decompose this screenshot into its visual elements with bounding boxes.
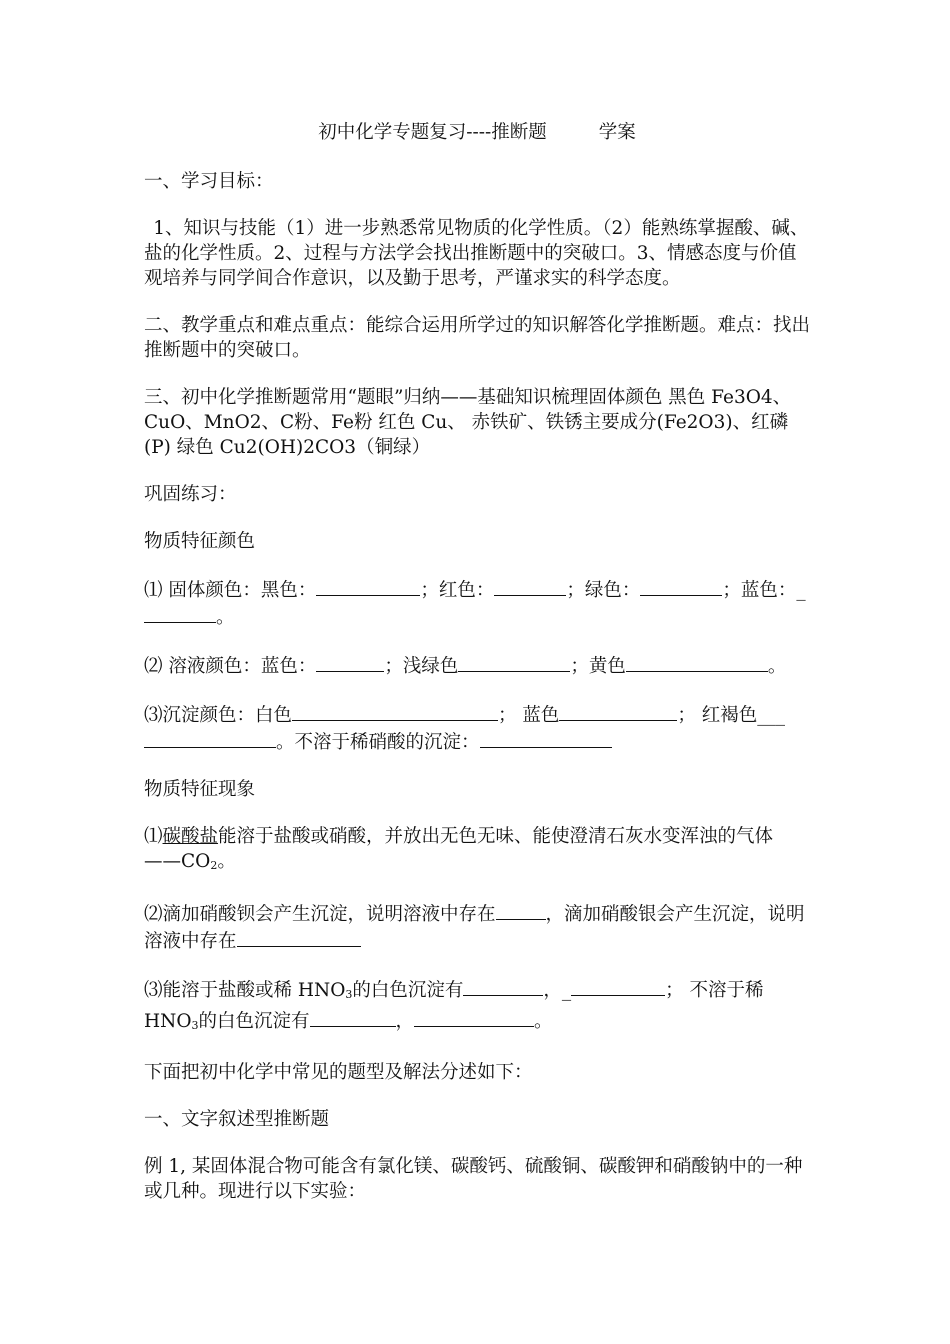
type-1-heading: 一、文字叙述型推断题 bbox=[144, 1109, 330, 1130]
color-q2: ⑵ 溶液颜色：蓝色： ；浅绿色 ；黄色 。 bbox=[144, 652, 810, 679]
color-heading: 物质特征颜色 bbox=[144, 531, 256, 552]
blank[interactable] bbox=[414, 1007, 534, 1027]
blank[interactable] bbox=[496, 900, 546, 920]
example-1: 例 1, 某固体混合物可能含有氯化镁、碳酸钙、硫酸铜、碳酸钾和硝酸钠中的一种或几种。现进行以下实验： bbox=[144, 1156, 803, 1202]
blank[interactable] bbox=[292, 701, 498, 721]
practice-heading: 巩固练习： bbox=[144, 484, 237, 505]
blank[interactable] bbox=[626, 652, 768, 672]
blank[interactable] bbox=[316, 576, 420, 596]
blank[interactable] bbox=[310, 1007, 396, 1027]
intro-text: 下面把初中化学中常见的题型及解法分述如下： bbox=[144, 1062, 533, 1083]
phenomenon-heading: 物质特征现象 bbox=[144, 779, 256, 800]
document-page bbox=[144, 120, 810, 1226]
blank[interactable] bbox=[144, 728, 276, 748]
blank[interactable] bbox=[559, 701, 677, 721]
phenomenon-q2: ⑵滴加硝酸钡会产生沉淀，说明溶液中存在 ，滴加硝酸银会产生沉淀，说明溶液中存在 bbox=[144, 900, 810, 954]
color-q1: ⑴ 固体颜色：黑色： ；红色： ；绿色： ；蓝色：_。 bbox=[144, 576, 810, 630]
blank[interactable] bbox=[494, 576, 566, 596]
blank[interactable] bbox=[480, 728, 612, 748]
page-title: 初中化学专题复习----推断题 学案 bbox=[318, 122, 636, 143]
section-1-body: 1、知识与技能（1）进一步熟悉常见物质的化学性质。（2）能熟练掌握酸、碱、盐的化学性质。2、过程与方法学会找出推断题中的突破口。3、情感态度与价值观培养与同学间合作意识，以及勤于思考，严谨求实的科学态度。 bbox=[144, 218, 809, 289]
blank[interactable] bbox=[640, 576, 722, 596]
section-2: 二、教学重点和难点重点：能综合运用所学过的知识解答化学推断题。难点：找出推断题中的突破口。 bbox=[144, 315, 811, 361]
phenomenon-q3: ⑶能溶于盐酸或稀 $HNO_3$的白色沉淀有 ，_ ； 不溶于稀 $HNO_3$的白色沉淀有 ， 。 bbox=[144, 976, 810, 1038]
blank[interactable] bbox=[144, 603, 216, 623]
color-q3: ⑶沉淀颜色：白色 ； 蓝色 ； 红褐色___。不溶于稀硝酸的沉淀： bbox=[144, 701, 810, 755]
section-1-heading: 一、学习目标： bbox=[144, 171, 274, 192]
phenomenon-q1: ⑴碳酸盐能溶于盐酸或硝酸，并放出无色无味、能使澄清石灰水变浑浊的气体$——CO_2$。 bbox=[144, 826, 774, 872]
blank[interactable] bbox=[237, 927, 361, 947]
blank[interactable] bbox=[571, 976, 665, 996]
blank[interactable] bbox=[463, 976, 543, 996]
section-3: 三、初中化学推断题常用“题眼”归纳——基础知识梳理固体颜色 黑色 Fe3O4、CuO、MnO2、C粉、Fe粉 红色 Cu、 赤铁矿、铁锈主要成分(Fe2O3)、红磷(P) 绿色 Cu2(OH)2CO3（铜绿） bbox=[144, 387, 792, 458]
blank[interactable] bbox=[458, 652, 570, 672]
blank[interactable] bbox=[316, 652, 384, 672]
